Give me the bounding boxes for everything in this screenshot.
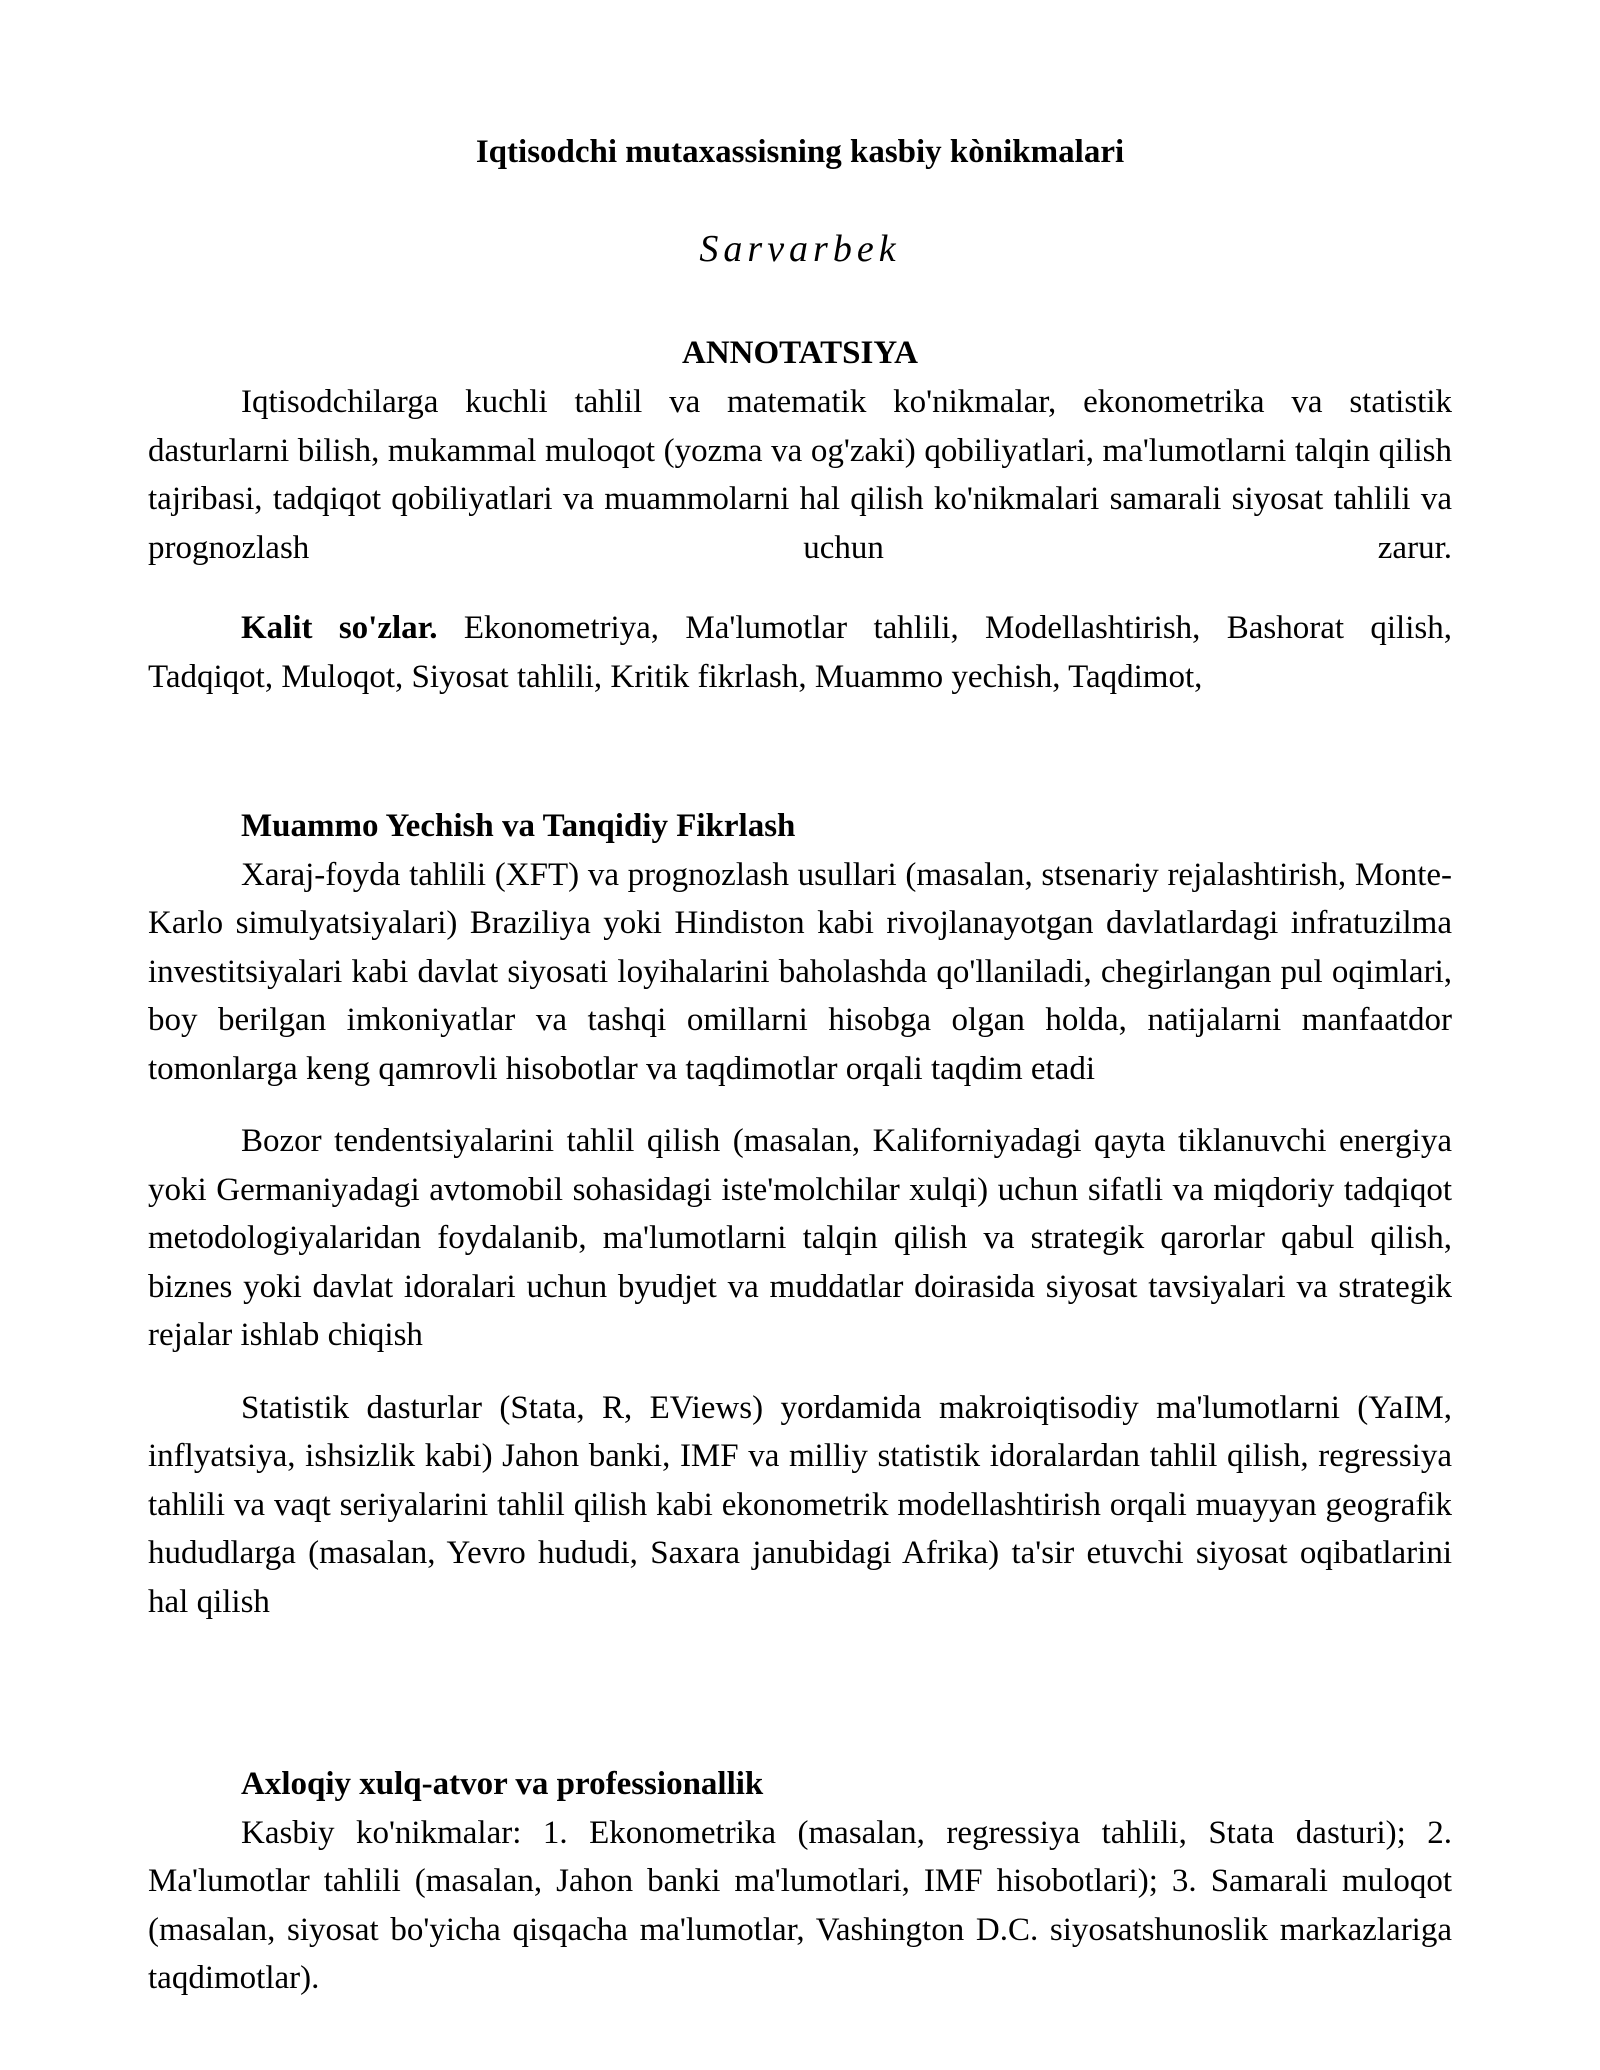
annotation-text: Iqtisodchilarga kuchli tahlil va matematik ko'nikmalar, ekonometrika va statistik dasturlarni bilish, mukammal muloqot (yozma va og'zaki) qobiliyatlari, ma'lumotlarni talqin qilish tajribasi, tadqiqot qobiliyatlari va muammolarni hal qilish ko'nikmalari samarali siyosat tahlili va prognozlash uchun zarur. bbox=[148, 384, 1452, 566]
section1-paragraph-1: Xaraj-foyda tahlili (XFT) va prognozlash usullari (masalan, stsenariy rejalashtirish, Monte-Karlo simulyatsiyalari) Braziliya yoki Hindiston kabi rivojlanayotgan davlatlardagi infratuzilma investitsiyalari kabi davlat siyosati loyihalarini baholashda qo'llaniladi, chegirlangan pul oqimlari, boy berilgan imkoniyatlar va tashqi omillarni hisobga olgan holda, natijalarni manfaatdor tomonlarga keng qamrovli hisobotlar va taqdimotlar orqali taqdim etadi bbox=[148, 856, 1452, 1087]
section1-heading: Muammo Yechish va Tanqidiy Fikrlash bbox=[241, 808, 796, 844]
document-title: Iqtisodchi mutaxassisning kasbiy kònikmalari bbox=[475, 134, 1125, 170]
annotation-heading: ANNOTATSIYA bbox=[682, 335, 918, 371]
annotation-block bbox=[148, 378, 1452, 572]
section-ethics bbox=[148, 1760, 1452, 2003]
section-problem-solving bbox=[148, 802, 1452, 1626]
author-name: Sarvarbek bbox=[699, 228, 901, 270]
section2-heading: Axloqiy xulq-atvor va professionallik bbox=[241, 1766, 764, 1802]
keywords-paragraph bbox=[148, 604, 1452, 701]
keywords-block bbox=[148, 604, 1452, 701]
section1-paragraph-2: Bozor tendentsiyalarini tahlil qilish (masalan, Kaliforniyadagi qayta tiklanuvchi energiya yoki Germaniyadagi avtomobil sohasidagi iste'molchilar xulqi) uchun sifatli va miqdoriy tadqiqot metodologiyalaridan foydalanib, ma'lumotlarni talqin qilish va strategik qarorlar qabul qilish, biznes yoki davlat idoralari uchun byudjet va muddatlar doirasida siyosat tavsiyalari va strategik rejalar ishlab chiqish bbox=[148, 1123, 1452, 1353]
keywords-text: Ekonometriya, Ma'lumotlar tahlili, Modellashtirish, Bashorat qilish, Tadqiqot, Muloqot, Siyosat tahlili, Kritik fikrlash, Muammo yechish, Taqdimot, bbox=[148, 610, 1452, 695]
keywords-label: Kalit so'zlar. bbox=[241, 610, 438, 646]
section1-paragraph-3: Statistik dasturlar (Stata, R, EViews) yordamida makroiqtisodiy ma'lumotlarni (YaIM, inflyatsiya, ishsizlik kabi) Jahon banki, IMF va milliy statistik idoralardan tahlil qilish, regressiya tahlili va vaqt seriyalarini tahlil qilish kabi ekonometrik modellashtirish orqali muayyan geografik hududlarga (masalan, Yevro hududi, Saxara janubidagi Afrika) ta'sir etuvchi siyosat oqibatlarini hal qilish bbox=[148, 1389, 1452, 1620]
section2-paragraph: Kasbiy ko'nikmalar: 1. Ekonometrika (masalan, regressiya tahlili, Stata dasturi); 2. Ma'lumotlar tahlili (masalan, Jahon banki ma'lumotlari, IMF hisobotlari); 3. Samarali muloqot (masalan, siyosat bo'yicha qisqacha ma'lumotlar, Vashington D.C. siyosatshunoslik markazlariga taqdimotlar). bbox=[148, 1814, 1452, 1996]
